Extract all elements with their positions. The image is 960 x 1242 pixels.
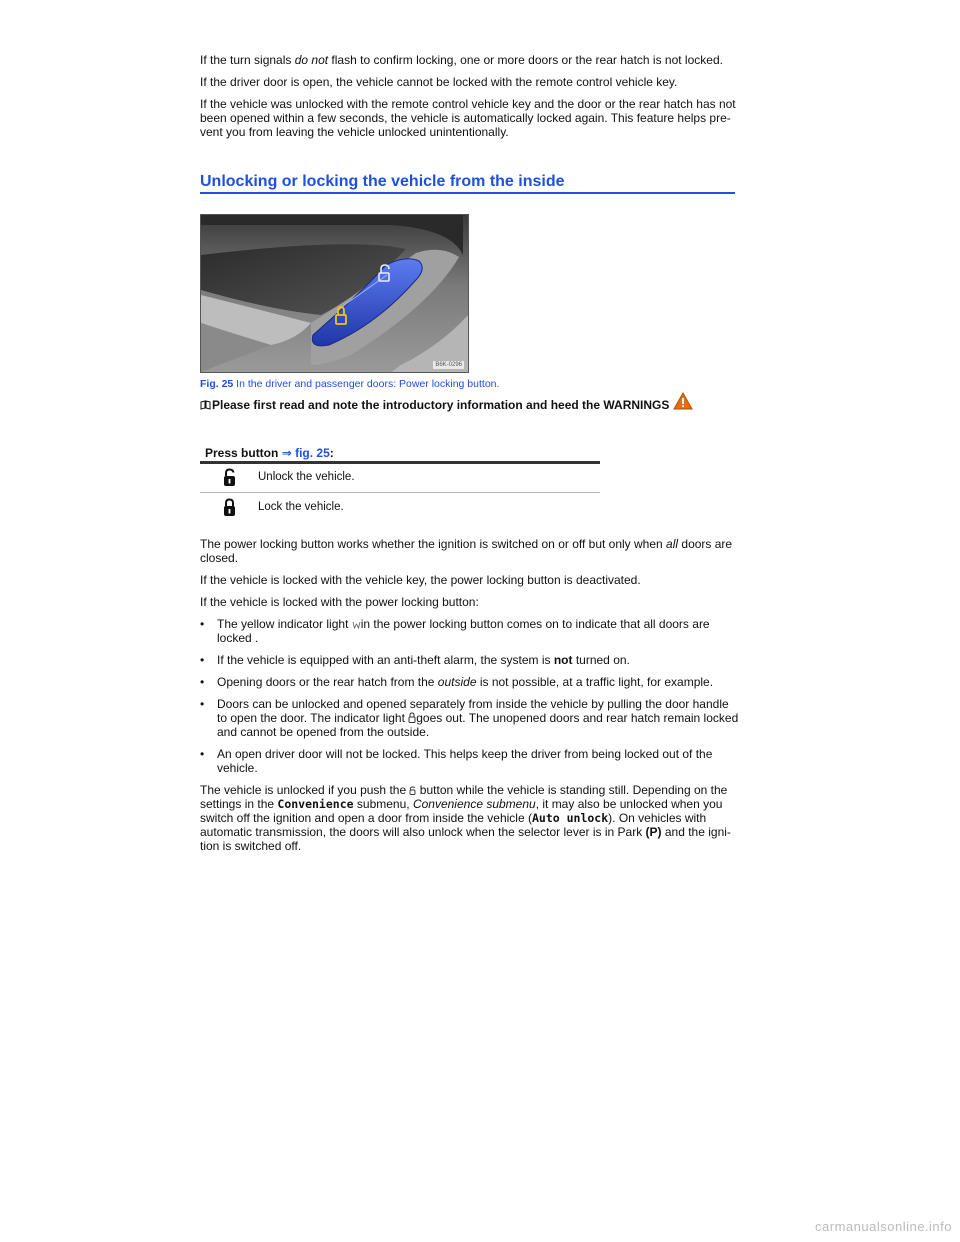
bullet-item-5: • An open driver door will not be locked. This helps keep the driver from being locked out of the vehicle.: [200, 747, 713, 775]
lock-icon: [223, 498, 236, 517]
figure-caption: Fig. 25 In the driver and passenger doors: Power locking button.: [200, 378, 500, 390]
table-row-unlock: Unlock the vehicle.: [200, 462, 600, 493]
bullet-item-1: • The yellow indicator light in the power locking button comes on to indicate that all doors are locked .: [200, 617, 710, 645]
body-paragraph-2: If the vehicle is locked with the vehicle key, the power locking button is deactivated.: [200, 573, 641, 587]
book-icon: [200, 400, 211, 410]
indicator-light-icon: [352, 619, 361, 629]
bullet-item-3: • Opening doors or the rear hatch from the outside is not possible, at a traffic light, for example.: [200, 675, 714, 689]
intro-paragraph-3: If the vehicle was unlocked with the remote control vehicle key and the door or the rear hatch has not been opened within a few seconds, the vehicle is automatically locked again. This feature helps pre-vent you from leaving the vehicle unlocked unintentionally.: [200, 97, 736, 139]
body-paragraph-4: The vehicle is unlocked if you push the button while the vehicle is standing still. Depending on the settings in the Convenience submenu, Convenience submenu, it may also be unlocked when you switch off the ignition and open a door from inside the vehicle (Auto unlock). On vehicles with automatic transmission, the doors will also unlock when the selector lever is in Park (P) and the igni-tion is switched off.: [200, 783, 731, 853]
intro-paragraph-2: If the driver door is open, the vehicle cannot be locked with the remote control vehicle key.: [200, 75, 678, 89]
fig-25-link[interactable]: ⇒ fig. 25: [281, 446, 330, 460]
body-paragraph-3: If the vehicle is locked with the power locking button:: [200, 595, 479, 609]
door-handle-figure: [200, 214, 469, 373]
door-handle-illustration: [201, 215, 468, 372]
figure-code: B6K-0296: [435, 362, 462, 368]
bullet-item-4: • Doors can be unlocked and opened separately from inside the vehicle by pulling the door handle to open the door. The indicator light goes out. The unopened doors and rear hatch remain locked and cannot be opened from the outside.: [200, 697, 739, 739]
read-first-note: Please first read and note the introductory information and heed the WARNINGS: [200, 398, 693, 412]
press-button-heading: Press button ⇒ fig. 25:: [205, 446, 334, 460]
body-paragraph-1: The power locking button works whether the ignition is switched on or off but only when all doors are closed.: [200, 537, 733, 565]
intro-paragraph-1: If the turn signals do not flash to confirm locking, one or more doors or the rear hatch is not locked.: [200, 53, 723, 67]
unlock-icon: [223, 468, 236, 487]
intro-paragraphs: [200, 53, 740, 147]
body-text: [200, 537, 740, 861]
table-row-lock: Lock the vehicle.: [200, 492, 600, 522]
bullet-item-2: • If the vehicle is equipped with an anti-theft alarm, the system is not turned on.: [200, 653, 630, 667]
warning-icon[interactable]: [673, 392, 693, 410]
site-footer[interactable]: carmanualsonline.info: [815, 1219, 952, 1234]
section-title: Unlocking or locking the vehicle from the inside: [200, 172, 735, 194]
